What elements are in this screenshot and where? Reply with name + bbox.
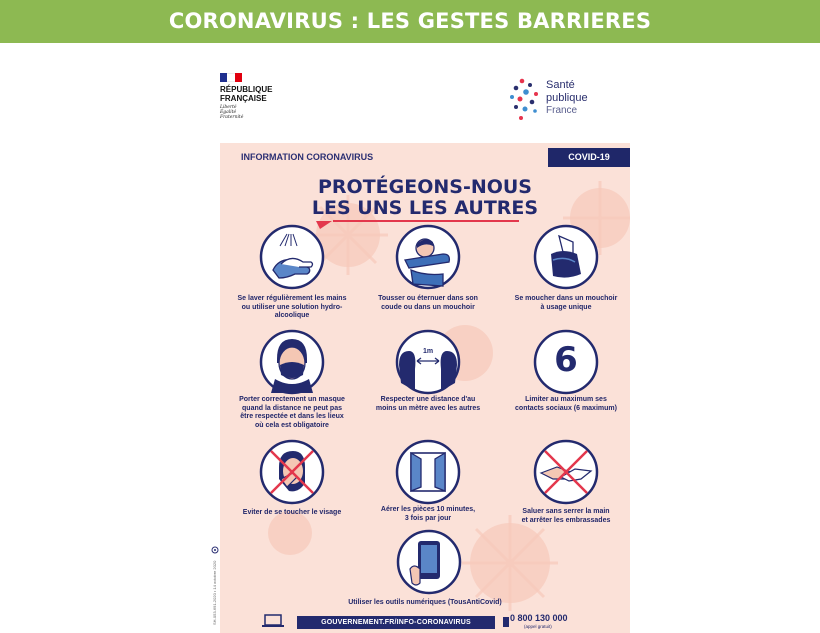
caption-mask: Porter correctement un masque quand la distance ne peut pas être respectée et dans les lieux où cela est obligatoire (239, 396, 345, 429)
spf-line3: France (546, 105, 578, 116)
caption-hand-wash: Se laver régulièrement les mains ou utiliser une solution hydro- alcoolique (237, 295, 347, 320)
page-banner-title: CORONAVIRUS : LES GESTES BARRIERES (0, 0, 820, 43)
distance-icon (395, 329, 461, 395)
republique-motto (220, 105, 310, 120)
caption-no-face-touch: Eviter de se toucher le visage (242, 509, 342, 516)
caption-no-handshake: Saluer sans serrer la main et arrêter les embrassades (521, 508, 611, 524)
hotline-number[interactable]: 0 800 130 000 (510, 613, 568, 623)
cough-elbow-icon (395, 224, 461, 290)
ventilate-room-icon (395, 439, 461, 505)
mask-icon (259, 329, 325, 395)
republique-name-line2: FRANÇAISE (220, 94, 267, 103)
caption-six-contacts: Limiter au maximum ses contacts sociaux (6 maximum) (515, 396, 617, 412)
caption-ventilate: Aérer les pièces 10 minutes, 3 fois par jour (380, 506, 476, 522)
motto-egalite: Égalité (220, 110, 237, 115)
spf-line2: publique (546, 92, 588, 104)
motto-fraternite: Fraternité (220, 115, 244, 120)
headline-line1: PROTÉGEONS-NOUS (317, 176, 532, 198)
hotline-free-note: (appel gratuit) (524, 624, 552, 629)
tissue-icon (533, 224, 599, 290)
no-handshake-icon (533, 439, 599, 505)
motto-liberte: Liberté (220, 105, 237, 110)
republique-name-line1: RÉPUBLIQUE (220, 85, 273, 94)
six-contacts-number: 6 (554, 340, 578, 380)
info-coronavirus-url[interactable]: GOUVERNEMENT.FR/INFO-CORONAVIRUS (297, 616, 495, 629)
caption-distance: Respecter une distance d'au moins un mètre avec les autres (375, 396, 481, 412)
republique-francaise-logo (220, 73, 310, 120)
headline-underline (333, 220, 519, 222)
side-emblem-icon (211, 541, 219, 549)
info-coronavirus-label: INFORMATION CORONAVIRUS (241, 152, 374, 162)
phone-marker-icon (503, 617, 509, 627)
hand-wash-icon (259, 224, 325, 290)
laptop-icon (262, 614, 284, 628)
distance-1m-label: 1m (423, 348, 434, 355)
caption-smartphone: Utiliser les outils numériques (TousAntiCovid) (348, 599, 502, 606)
smartphone-icon (396, 529, 462, 595)
covid-19-badge: COVID-19 (548, 148, 630, 167)
french-flag-icon (220, 73, 242, 82)
caption-tissue: Se moucher dans un mouchoir à usage unique (514, 295, 618, 311)
no-face-touch-icon (259, 439, 325, 505)
spf-line1: Santé (546, 79, 575, 91)
sante-publique-france-logo (508, 75, 628, 125)
side-reference-code: SH-053-691-2020 • 14 octobre 2020 (212, 560, 217, 625)
covid-poster (220, 143, 630, 633)
sante-publique-dots-icon (508, 75, 544, 125)
caption-cough-elbow: Tousser ou éternuer dans son coude ou dans un mouchoir (378, 295, 478, 311)
headline-line2: LES UNS LES AUTRES (311, 197, 539, 219)
